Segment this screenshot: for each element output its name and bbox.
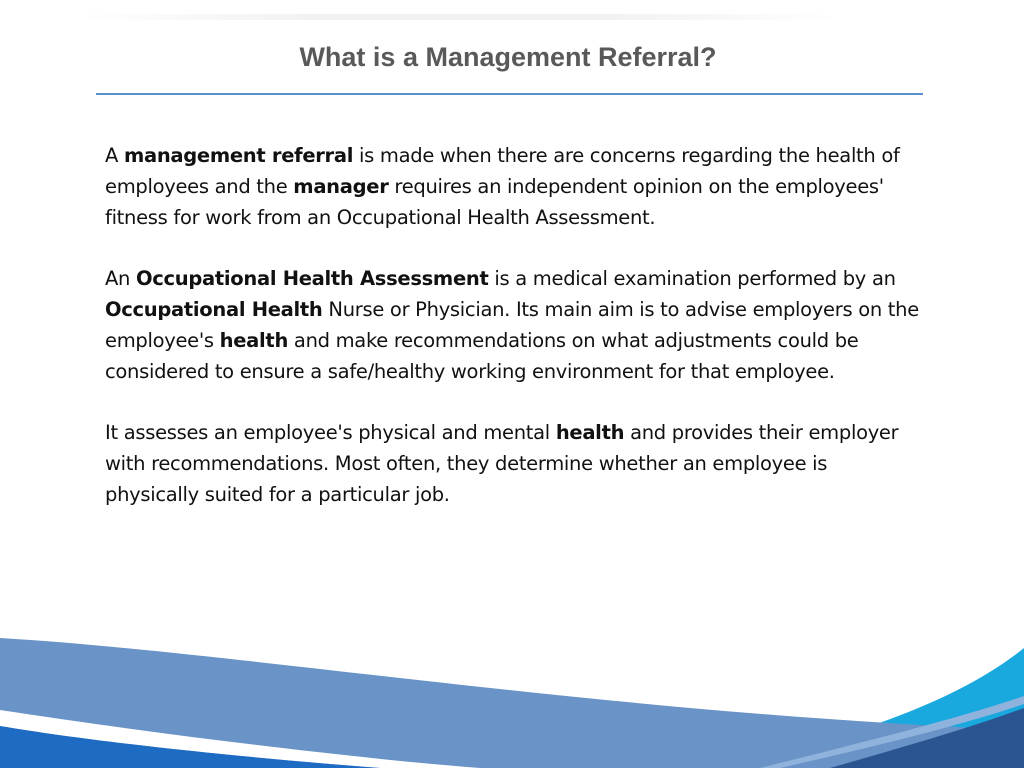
slide-title: What is a Management Referral? bbox=[299, 42, 717, 72]
bold-term: Occupational Health bbox=[105, 297, 323, 321]
bold-term: health bbox=[555, 421, 625, 445]
paragraph-1 bbox=[105, 141, 925, 233]
decorative-waves bbox=[0, 638, 1024, 768]
text-run: and provides their employer with recommendations. Most often, they determine whether an employee is physically suited for a particular job. bbox=[105, 421, 899, 506]
text-run: An bbox=[105, 267, 136, 291]
body-text bbox=[105, 141, 925, 541]
text-run: A bbox=[105, 144, 124, 167]
top-decorative-bar bbox=[80, 14, 840, 20]
paragraph-2 bbox=[105, 264, 925, 387]
bold-term: health bbox=[219, 328, 289, 352]
paragraph-3 bbox=[105, 418, 925, 510]
title-underline bbox=[96, 93, 923, 95]
bold-term: manager bbox=[293, 174, 389, 198]
bold-term: management referral bbox=[123, 144, 354, 167]
bold-term: Occupational Health Assessment bbox=[136, 267, 489, 291]
text-run: It assesses an employee's physical and mental bbox=[105, 421, 556, 445]
text-run: is a medical examination performed by an bbox=[488, 267, 896, 291]
text-run: is made when there are concerns regarding the health of employees and the bbox=[105, 144, 900, 198]
text-run: Nurse or Physician. Its main aim is to advise employers on the employee's bbox=[105, 297, 919, 352]
text-run: and make recommendations on what adjustments could be considered to ensure a safe/healthy working environment for that employee. bbox=[105, 328, 859, 383]
text-run: requires an independent opinion on the employees' fitness for work from an Occupational Health Assessment. bbox=[105, 174, 884, 229]
